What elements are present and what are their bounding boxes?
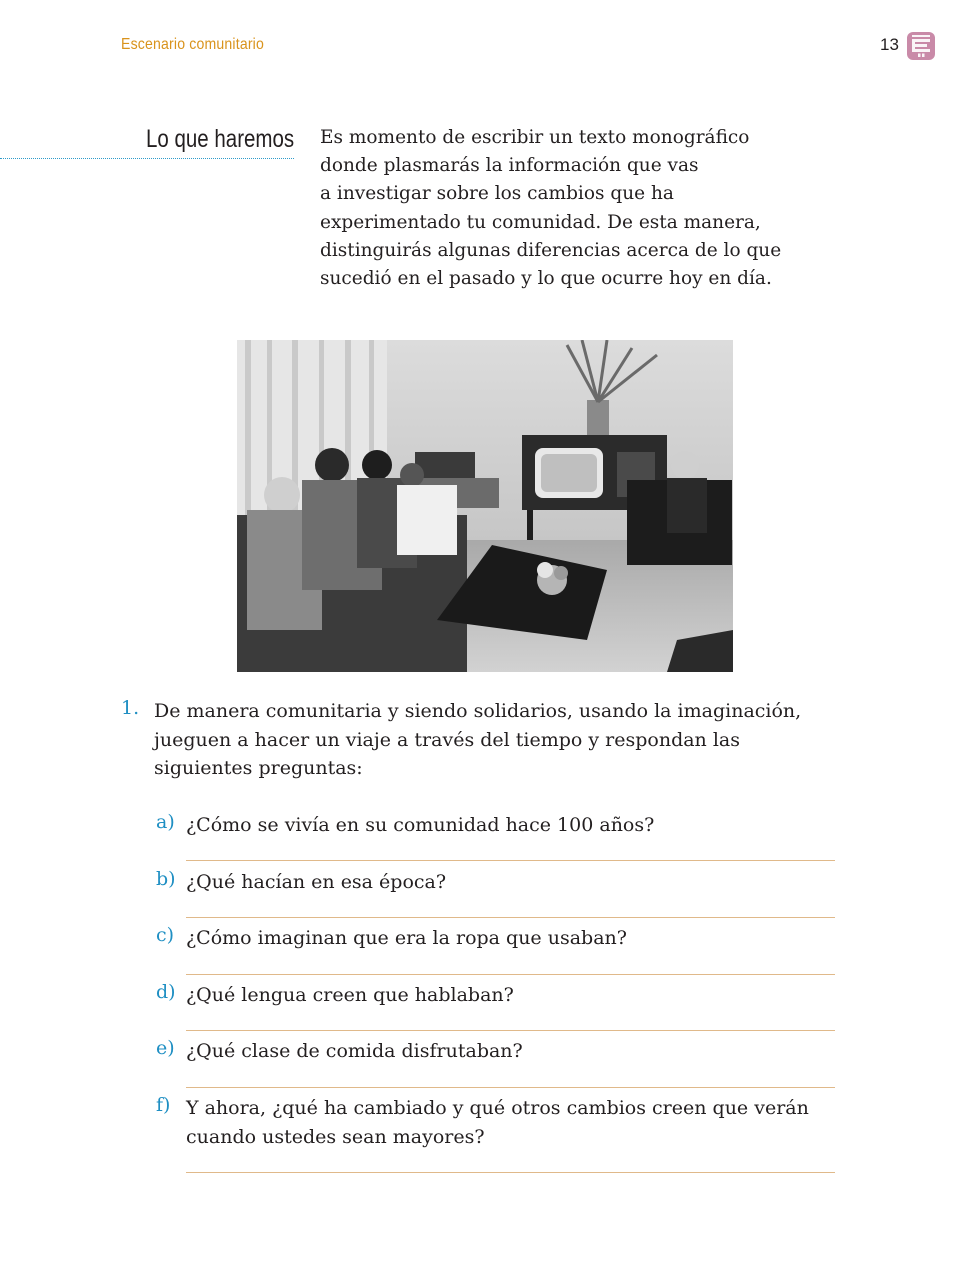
question-letter: c) <box>156 924 175 946</box>
question-text <box>186 1037 523 1066</box>
page-number: 13 <box>880 35 899 54</box>
question-text <box>186 811 654 840</box>
intro-line: sucedió en el pasado y lo que ocurre hoy en día. <box>320 268 772 290</box>
activity-line: jueguen a hacer un viaje a través del tiempo y respondan las <box>154 728 740 751</box>
family-watching-tv-photo <box>237 340 733 672</box>
question-text <box>186 1094 809 1151</box>
question-line: cuando ustedes sean mayores? <box>186 1125 485 1148</box>
question-letter: b) <box>156 868 176 890</box>
question-letter: d) <box>156 981 176 1003</box>
answer-line[interactable] <box>186 1087 835 1088</box>
question-letter: a) <box>156 811 175 833</box>
question-text <box>186 981 514 1010</box>
answer-line[interactable] <box>186 860 835 861</box>
answer-line[interactable] <box>186 917 835 918</box>
section-header: Escenario comunitario <box>121 36 264 53</box>
answer-line[interactable] <box>186 974 835 975</box>
intro-line: distinguirás algunas diferencias acerca de lo que <box>320 239 782 261</box>
question-letter: e) <box>156 1037 175 1059</box>
activity-instructions <box>154 697 844 783</box>
intro-line: a investigar sobre los cambios que ha <box>320 183 674 205</box>
activity-number: 1. <box>121 697 140 719</box>
question-line: Y ahora, ¿qué ha cambiado y qué otros cambios creen que verán <box>186 1097 809 1119</box>
question-line: ¿Cómo se vivía en su comunidad hace 100 años? <box>186 814 655 836</box>
question-letter: f) <box>156 1094 171 1116</box>
greca-icon <box>907 32 935 60</box>
section-title: Lo que haremos <box>146 125 295 153</box>
intro-line: experimentado tu comunidad. De esta manera, <box>320 211 761 233</box>
question-text <box>186 868 446 897</box>
answer-line[interactable] <box>186 1030 835 1031</box>
question-line: ¿Cómo imaginan que era la ropa que usaban? <box>186 927 627 949</box>
section-divider <box>0 158 294 159</box>
question-text <box>186 924 627 953</box>
question-line: ¿Qué lengua creen que hablaban? <box>186 984 514 1006</box>
intro-line: Es momento de escribir un texto monográfico <box>320 127 750 148</box>
intro-line: donde plasmarás la información que vas <box>320 155 699 177</box>
intro-paragraph <box>320 124 820 293</box>
question-line: ¿Qué clase de comida disfrutaban? <box>186 1040 523 1062</box>
activity-line: De manera comunitaria y siendo solidarios, usando la imaginación, <box>154 700 802 722</box>
question-line: ¿Qué hacían en esa época? <box>186 871 447 893</box>
activity-line: siguientes preguntas: <box>154 757 363 779</box>
answer-line[interactable] <box>186 1172 835 1173</box>
